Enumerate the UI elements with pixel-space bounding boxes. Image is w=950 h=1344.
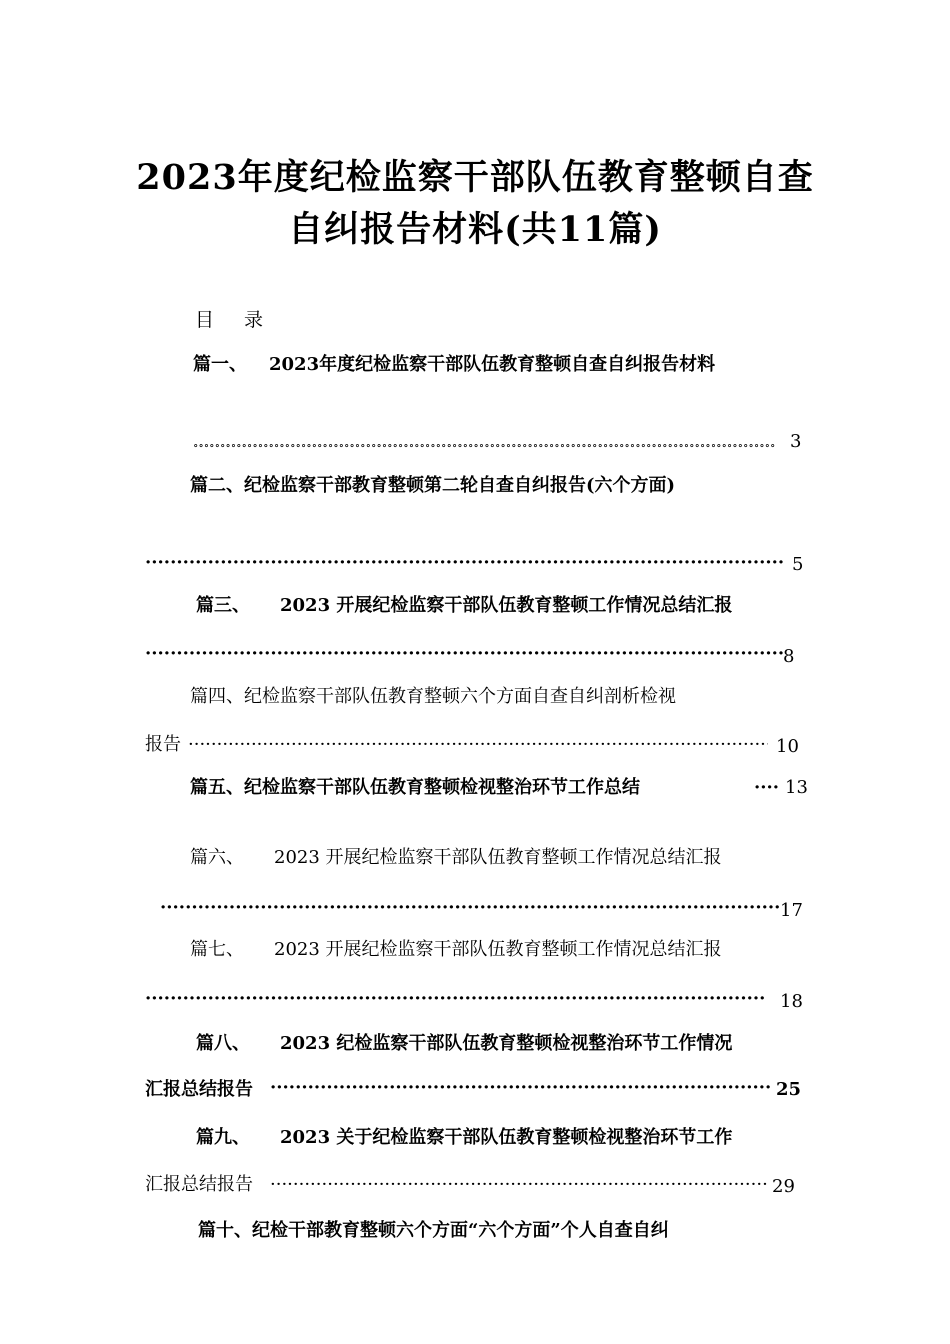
toc-page-9: 29 [772,1176,795,1197]
toc-leader-8 [270,1076,770,1100]
toc-entry-8-continuation: 汇报总结报告 [145,1079,253,1100]
toc-entry-text: 2023 纪检监察干部队伍教育整顿检视整治环节工作情况 [280,1033,733,1054]
toc-entry-4[interactable] [190,685,676,709]
toc-heading-char-2: 录 [244,309,264,331]
toc-page-2: 5 [792,554,804,575]
toc-entry-text: 2023年度纪检监察干部队伍教育整顿自查自纠报告材料 [269,354,716,375]
toc-page-6: 17 [780,900,803,921]
toc-entry-label: 篇一、 [193,354,247,375]
toc-entry-10[interactable] [198,1219,669,1243]
toc-entry-label: 篇五、 [190,777,244,798]
toc-page-4: 10 [776,736,799,757]
toc-page-8: 25 [776,1079,802,1100]
toc-heading [195,305,263,332]
toc-leader-6 [160,896,780,920]
document-title-line-1: 2023年度纪检监察干部队伍教育整顿自查 [136,157,814,198]
toc-entry-2[interactable] [190,474,675,498]
toc-entry-text: 纪检监察干部队伍教育整顿检视整治环节工作总结 [244,777,640,798]
toc-entry-label: 篇八、 [196,1033,250,1054]
toc-entry-5[interactable] [190,776,640,800]
toc-entry-6[interactable] [190,846,722,870]
toc-entry-label: 篇七、 [190,939,244,960]
toc-entry-9-continuation: 汇报总结报告 [145,1174,253,1195]
toc-entry-label: 篇二、 [190,475,244,496]
toc-leader-7 [145,987,765,1011]
toc-leader-3 [145,642,783,666]
toc-page-7: 18 [780,991,803,1012]
toc-entry-9[interactable] [196,1126,732,1150]
toc-page-3: 8 [783,646,795,667]
toc-leader-4 [188,733,768,757]
document-title-line-2: 自纠报告材料(共11篇) [288,209,662,250]
toc-entry-1[interactable] [193,353,715,377]
toc-entry-label: 篇三、 [196,595,250,616]
toc-page-1: 3 [790,431,802,452]
toc-leader-5 [754,776,780,800]
toc-entry-text: 纪检干部教育整顿六个方面“六个方面”个人自查自纠 [252,1220,669,1241]
toc-entry-3[interactable] [196,594,732,618]
toc-entry-4-continuation: 报告 [145,734,181,755]
toc-page-5: 13 [785,777,808,798]
toc-entry-label: 篇六、 [190,847,244,868]
toc-leader-1 [193,432,785,456]
toc-entry-text: 纪检监察干部教育整顿第二轮自查自纠报告(六个方面) [244,475,676,496]
toc-heading-char-1: 目 [195,309,215,331]
toc-entry-text: 2023 开展纪检监察干部队伍教育整顿工作情况总结汇报 [274,847,722,868]
toc-leader-2 [145,551,785,575]
toc-leader-9 [270,1173,768,1197]
toc-entry-label: 篇十、 [198,1220,252,1241]
toc-entry-label: 篇四、 [190,686,244,707]
toc-entry-text: 2023 开展纪检监察干部队伍教育整顿工作情况总结汇报 [280,595,733,616]
toc-entry-8[interactable] [196,1032,732,1056]
toc-entry-7[interactable] [190,938,722,962]
toc-entry-label: 篇九、 [196,1127,250,1148]
toc-entry-text: 纪检监察干部队伍教育整顿六个方面自查自纠剖析检视 [244,686,676,707]
toc-entry-text: 2023 关于纪检监察干部队伍教育整顿检视整治环节工作 [280,1127,733,1148]
toc-entry-text: 2023 开展纪检监察干部队伍教育整顿工作情况总结汇报 [274,939,722,960]
